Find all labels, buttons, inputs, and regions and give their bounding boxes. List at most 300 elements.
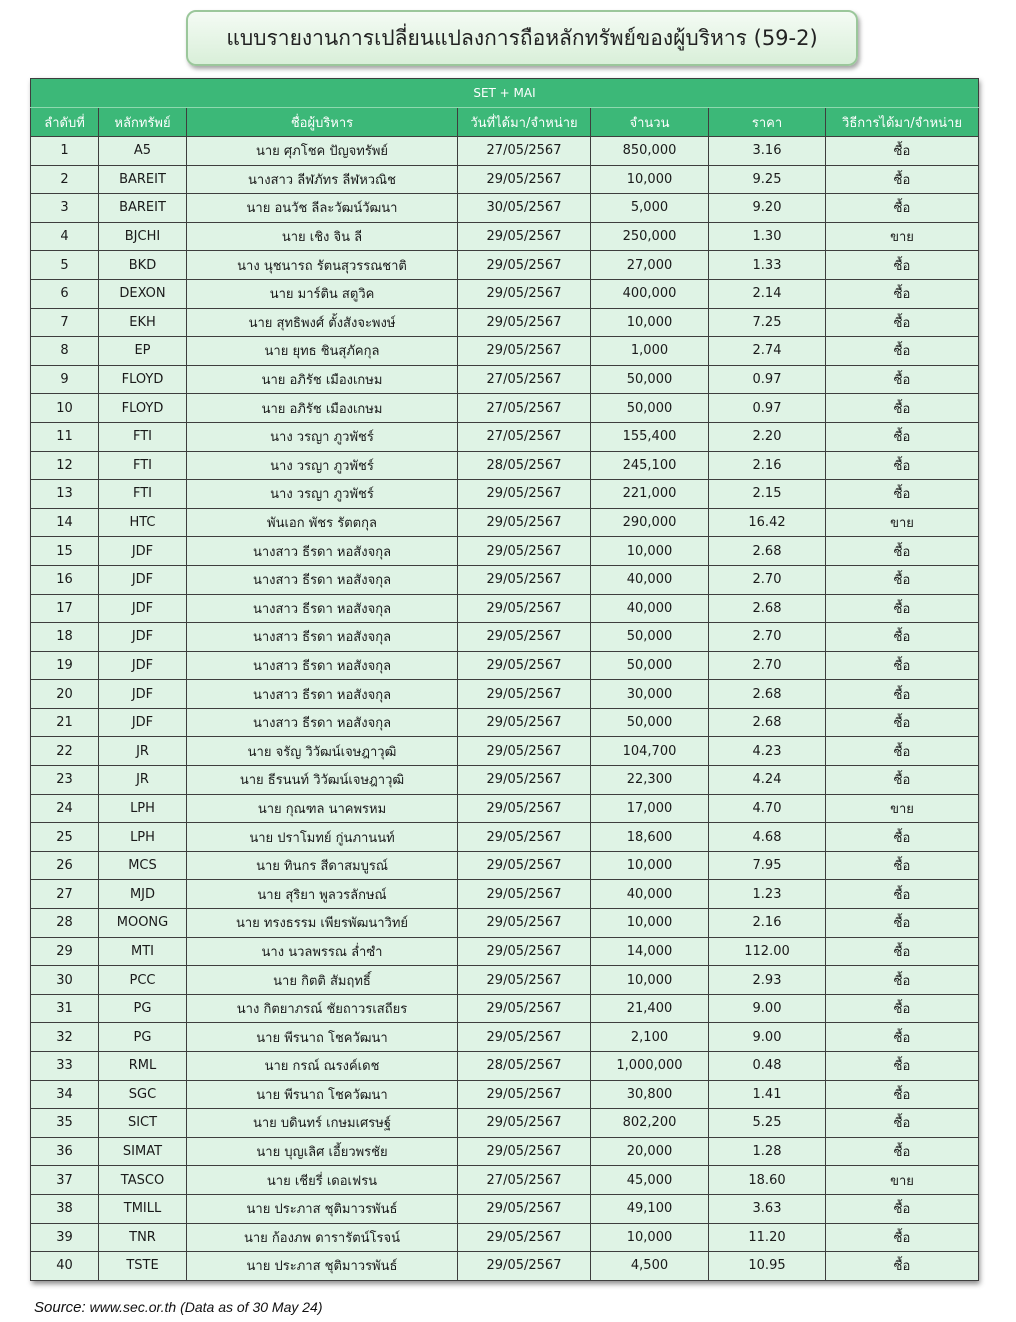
cell-security: TNR <box>99 1223 187 1252</box>
cell-method: ซื้อ <box>826 194 979 223</box>
cell-executive: นาย สุริยา พูลวรลักษณ์ <box>187 880 458 909</box>
cell-date: 29/05/2567 <box>458 308 591 337</box>
cell-price: 4.70 <box>709 794 826 823</box>
cell-price: 0.97 <box>709 365 826 394</box>
cell-executive: นาย มาร์ติน สตูวิค <box>187 279 458 308</box>
cell-date: 30/05/2567 <box>458 194 591 223</box>
cell-executive: นางสาว ธีรดา หอสังจกุล <box>187 537 458 566</box>
cell-security: EKH <box>99 308 187 337</box>
cell-executive: นาง วรญา ภูวพัชร์ <box>187 451 458 480</box>
cell-date: 29/05/2567 <box>458 279 591 308</box>
cell-no: 33 <box>31 1052 99 1081</box>
table-row <box>31 909 979 938</box>
cell-amount: 250,000 <box>591 222 709 251</box>
cell-no: 18 <box>31 623 99 652</box>
cell-amount: 40,000 <box>591 565 709 594</box>
table-row <box>31 994 979 1023</box>
cell-amount: 104,700 <box>591 737 709 766</box>
cell-security: FLOYD <box>99 394 187 423</box>
col-header-no: ลำดับที่ <box>31 108 99 137</box>
cell-amount: 27,000 <box>591 251 709 280</box>
cell-executive: นาง วรญา ภูวพัชร์ <box>187 480 458 509</box>
cell-amount: 18,600 <box>591 823 709 852</box>
cell-no: 3 <box>31 194 99 223</box>
cell-method: ซื้อ <box>826 537 979 566</box>
cell-security: JDF <box>99 565 187 594</box>
cell-executive: นาย ก้องภพ ดารารัตน์โรจน์ <box>187 1223 458 1252</box>
cell-amount: 155,400 <box>591 422 709 451</box>
cell-method: ซื้อ <box>826 851 979 880</box>
cell-date: 29/05/2567 <box>458 823 591 852</box>
cell-method: ซื้อ <box>826 1194 979 1223</box>
cell-price: 2.68 <box>709 594 826 623</box>
cell-price: 112.00 <box>709 937 826 966</box>
cell-amount: 290,000 <box>591 508 709 537</box>
cell-no: 23 <box>31 766 99 795</box>
cell-amount: 10,000 <box>591 537 709 566</box>
cell-amount: 49,100 <box>591 1194 709 1223</box>
cell-amount: 30,800 <box>591 1080 709 1109</box>
col-header-executive: ชื่อผู้บริหาร <box>187 108 458 137</box>
cell-method: ซื้อ <box>826 737 979 766</box>
cell-no: 40 <box>31 1252 99 1281</box>
cell-no: 38 <box>31 1194 99 1223</box>
cell-date: 27/05/2567 <box>458 137 591 166</box>
cell-security: LPH <box>99 794 187 823</box>
cell-executive: นางสาว ธีรดา หอสังจกุล <box>187 594 458 623</box>
table-row <box>31 737 979 766</box>
source-note <box>34 1299 323 1316</box>
cell-executive: นาย ทินกร สีดาสมบูรณ์ <box>187 851 458 880</box>
cell-price: 2.68 <box>709 708 826 737</box>
cell-price: 1.30 <box>709 222 826 251</box>
cell-method: ซื้อ <box>826 422 979 451</box>
cell-method: ขาย <box>826 1166 979 1195</box>
table-row <box>31 194 979 223</box>
table-row <box>31 1080 979 1109</box>
cell-price: 1.23 <box>709 880 826 909</box>
cell-executive: นาง วรญา ภูวพัชร์ <box>187 422 458 451</box>
cell-date: 29/05/2567 <box>458 880 591 909</box>
cell-security: PCC <box>99 966 187 995</box>
cell-date: 29/05/2567 <box>458 737 591 766</box>
cell-amount: 50,000 <box>591 651 709 680</box>
cell-security: JDF <box>99 537 187 566</box>
cell-date: 29/05/2567 <box>458 766 591 795</box>
cell-price: 9.25 <box>709 165 826 194</box>
table-row <box>31 422 979 451</box>
cell-no: 4 <box>31 222 99 251</box>
cell-method: ซื้อ <box>826 480 979 509</box>
cell-executive: นาง กิตยาภรณ์ ชัยถาวรเสถียร <box>187 994 458 1023</box>
cell-price: 5.25 <box>709 1109 826 1138</box>
cell-method: ซื้อ <box>826 1052 979 1081</box>
cell-security: SIMAT <box>99 1137 187 1166</box>
cell-price: 4.68 <box>709 823 826 852</box>
cell-no: 21 <box>31 708 99 737</box>
cell-date: 29/05/2567 <box>458 337 591 366</box>
cell-amount: 10,000 <box>591 909 709 938</box>
cell-date: 29/05/2567 <box>458 623 591 652</box>
cell-date: 29/05/2567 <box>458 1109 591 1138</box>
cell-price: 0.48 <box>709 1052 826 1081</box>
table-row <box>31 279 979 308</box>
cell-executive: นาย สุทธิพงศ์ ตั้งสังจะพงษ์ <box>187 308 458 337</box>
table-row <box>31 680 979 709</box>
cell-price: 2.70 <box>709 623 826 652</box>
cell-security: LPH <box>99 823 187 852</box>
table-row <box>31 823 979 852</box>
cell-date: 29/05/2567 <box>458 165 591 194</box>
cell-method: ซื้อ <box>826 451 979 480</box>
cell-price: 2.74 <box>709 337 826 366</box>
cell-executive: นางสาว ธีรดา หอสังจกุล <box>187 680 458 709</box>
cell-date: 29/05/2567 <box>458 708 591 737</box>
cell-security: SGC <box>99 1080 187 1109</box>
cell-executive: นางสาว ธีรดา หอสังจกุล <box>187 565 458 594</box>
cell-price: 2.16 <box>709 909 826 938</box>
table-row <box>31 937 979 966</box>
cell-no: 9 <box>31 365 99 394</box>
cell-no: 19 <box>31 651 99 680</box>
column-header-row <box>31 108 979 137</box>
cell-price: 9.00 <box>709 994 826 1023</box>
cell-method: ซื้อ <box>826 337 979 366</box>
cell-method: ซื้อ <box>826 880 979 909</box>
cell-method: ซื้อ <box>826 651 979 680</box>
cell-executive: นาย บดินทร์ เกษมเศรษฐ์ <box>187 1109 458 1138</box>
cell-method: ซื้อ <box>826 994 979 1023</box>
cell-amount: 14,000 <box>591 937 709 966</box>
cell-date: 27/05/2567 <box>458 422 591 451</box>
cell-security: JDF <box>99 651 187 680</box>
cell-no: 35 <box>31 1109 99 1138</box>
table-row <box>31 251 979 280</box>
cell-no: 12 <box>31 451 99 480</box>
table-row <box>31 1166 979 1195</box>
cell-security: FLOYD <box>99 365 187 394</box>
cell-price: 4.23 <box>709 737 826 766</box>
table-row <box>31 766 979 795</box>
cell-method: ซื้อ <box>826 766 979 795</box>
market-banner-row <box>31 79 979 108</box>
cell-executive: นาย ทรงธรรม เพียรพัฒนาวิทย์ <box>187 909 458 938</box>
col-header-method: วิธีการได้มา/จำหน่าย <box>826 108 979 137</box>
table-row <box>31 1194 979 1223</box>
table-row <box>31 508 979 537</box>
cell-security: MCS <box>99 851 187 880</box>
cell-amount: 40,000 <box>591 594 709 623</box>
cell-amount: 30,000 <box>591 680 709 709</box>
cell-amount: 1,000,000 <box>591 1052 709 1081</box>
cell-date: 29/05/2567 <box>458 851 591 880</box>
cell-date: 27/05/2567 <box>458 365 591 394</box>
cell-date: 29/05/2567 <box>458 222 591 251</box>
cell-security: BAREIT <box>99 194 187 223</box>
cell-date: 29/05/2567 <box>458 794 591 823</box>
cell-amount: 5,000 <box>591 194 709 223</box>
cell-price: 16.42 <box>709 508 826 537</box>
table-row <box>31 1052 979 1081</box>
cell-price: 2.20 <box>709 422 826 451</box>
table-row <box>31 794 979 823</box>
cell-date: 29/05/2567 <box>458 508 591 537</box>
cell-executive: นาย กิตติ สัมฤทธิ์ <box>187 966 458 995</box>
cell-executive: นาง นวลพรรณ ล่ำซำ <box>187 937 458 966</box>
cell-method: ซื้อ <box>826 394 979 423</box>
table-row <box>31 1223 979 1252</box>
cell-security: JDF <box>99 623 187 652</box>
cell-method: ซื้อ <box>826 137 979 166</box>
cell-no: 1 <box>31 137 99 166</box>
table-row <box>31 1252 979 1281</box>
report-title: แบบรายงานการเปลี่ยนแปลงการถือหลักทรัพย์ของผู้บริหาร (59-2) <box>186 10 858 66</box>
table-body <box>31 137 979 1281</box>
cell-no: 2 <box>31 165 99 194</box>
cell-amount: 10,000 <box>591 851 709 880</box>
cell-method: ซื้อ <box>826 909 979 938</box>
cell-no: 39 <box>31 1223 99 1252</box>
cell-security: JDF <box>99 708 187 737</box>
cell-executive: นาย ธีรนนท์ วิวัฒน์เจษฎาวุฒิ <box>187 766 458 795</box>
cell-price: 1.28 <box>709 1137 826 1166</box>
cell-date: 29/05/2567 <box>458 966 591 995</box>
cell-no: 6 <box>31 279 99 308</box>
cell-executive: นาย บุญเลิศ เอี้ยวพรชัย <box>187 1137 458 1166</box>
cell-method: ซื้อ <box>826 966 979 995</box>
cell-amount: 50,000 <box>591 394 709 423</box>
cell-price: 1.33 <box>709 251 826 280</box>
cell-security: MTI <box>99 937 187 966</box>
cell-amount: 400,000 <box>591 279 709 308</box>
cell-price: 3.16 <box>709 137 826 166</box>
cell-price: 2.16 <box>709 451 826 480</box>
cell-no: 20 <box>31 680 99 709</box>
cell-date: 29/05/2567 <box>458 909 591 938</box>
cell-no: 22 <box>31 737 99 766</box>
cell-security: FTI <box>99 480 187 509</box>
table-row <box>31 451 979 480</box>
cell-executive: นาย เชียรี่ เดอเฟรน <box>187 1166 458 1195</box>
cell-executive: นาย ปราโมทย์ กู่นภานนท์ <box>187 823 458 852</box>
cell-security: TSTE <box>99 1252 187 1281</box>
cell-executive: นาย ศุภโชค ปัญจทรัพย์ <box>187 137 458 166</box>
table-row <box>31 851 979 880</box>
source-text: www.sec.or.th (Data as of 30 May 24) <box>85 1299 323 1315</box>
cell-date: 29/05/2567 <box>458 1137 591 1166</box>
cell-price: 2.68 <box>709 537 826 566</box>
cell-no: 17 <box>31 594 99 623</box>
col-header-price: ราคา <box>709 108 826 137</box>
col-header-security: หลักทรัพย์ <box>99 108 187 137</box>
cell-price: 2.15 <box>709 480 826 509</box>
cell-amount: 50,000 <box>591 623 709 652</box>
cell-price: 3.63 <box>709 1194 826 1223</box>
cell-amount: 802,200 <box>591 1109 709 1138</box>
cell-security: PG <box>99 994 187 1023</box>
cell-no: 15 <box>31 537 99 566</box>
cell-security: A5 <box>99 137 187 166</box>
cell-price: 9.00 <box>709 1023 826 1052</box>
cell-no: 8 <box>31 337 99 366</box>
cell-method: ขาย <box>826 508 979 537</box>
cell-date: 27/05/2567 <box>458 394 591 423</box>
cell-method: ซื้อ <box>826 308 979 337</box>
cell-security: JR <box>99 737 187 766</box>
cell-executive: นางสาว ธีรดา หอสังจกุล <box>187 651 458 680</box>
cell-executive: นางสาว ธีรดา หอสังจกุล <box>187 623 458 652</box>
cell-executive: นาย ประภาส ชุติมาวรพันธ์ <box>187 1194 458 1223</box>
cell-price: 11.20 <box>709 1223 826 1252</box>
table-row <box>31 966 979 995</box>
cell-date: 29/05/2567 <box>458 594 591 623</box>
cell-date: 29/05/2567 <box>458 1252 591 1281</box>
cell-method: ขาย <box>826 794 979 823</box>
cell-no: 34 <box>31 1080 99 1109</box>
table-row <box>31 565 979 594</box>
table-row <box>31 480 979 509</box>
cell-method: ซื้อ <box>826 1137 979 1166</box>
cell-executive: นาย ประภาส ชุติมาวรพันธ์ <box>187 1252 458 1281</box>
cell-date: 27/05/2567 <box>458 1166 591 1195</box>
cell-no: 14 <box>31 508 99 537</box>
cell-method: ซื้อ <box>826 1109 979 1138</box>
cell-date: 29/05/2567 <box>458 1223 591 1252</box>
cell-no: 31 <box>31 994 99 1023</box>
cell-no: 30 <box>31 966 99 995</box>
cell-method: ซื้อ <box>826 623 979 652</box>
table-row <box>31 308 979 337</box>
cell-date: 28/05/2567 <box>458 451 591 480</box>
cell-security: FTI <box>99 422 187 451</box>
cell-no: 37 <box>31 1166 99 1195</box>
cell-amount: 50,000 <box>591 365 709 394</box>
table-row <box>31 222 979 251</box>
cell-price: 2.70 <box>709 651 826 680</box>
cell-security: HTC <box>99 508 187 537</box>
cell-amount: 245,100 <box>591 451 709 480</box>
cell-amount: 10,000 <box>591 1223 709 1252</box>
cell-date: 29/05/2567 <box>458 565 591 594</box>
cell-price: 0.97 <box>709 394 826 423</box>
cell-amount: 4,500 <box>591 1252 709 1281</box>
cell-method: ซื้อ <box>826 937 979 966</box>
cell-price: 2.70 <box>709 565 826 594</box>
cell-price: 7.25 <box>709 308 826 337</box>
table-row <box>31 1023 979 1052</box>
col-header-date: วันที่ได้มา/จำหน่าย <box>458 108 591 137</box>
cell-executive: นาย กรณ์ ณรงค์เดช <box>187 1052 458 1081</box>
cell-security: TMILL <box>99 1194 187 1223</box>
cell-executive: นาย อภิรัช เมืองเกษม <box>187 365 458 394</box>
cell-executive: นางสาว ลีฬภัทร ลีฬหวณิช <box>187 165 458 194</box>
cell-date: 29/05/2567 <box>458 937 591 966</box>
table-row <box>31 594 979 623</box>
source-label: Source: <box>34 1299 86 1316</box>
cell-price: 1.41 <box>709 1080 826 1109</box>
cell-method: ซื้อ <box>826 279 979 308</box>
cell-no: 11 <box>31 422 99 451</box>
table-row <box>31 537 979 566</box>
cell-amount: 17,000 <box>591 794 709 823</box>
cell-price: 7.95 <box>709 851 826 880</box>
cell-security: BKD <box>99 251 187 280</box>
table-row <box>31 1109 979 1138</box>
cell-method: ขาย <box>826 222 979 251</box>
cell-security: JR <box>99 766 187 795</box>
cell-security: DEXON <box>99 279 187 308</box>
cell-method: ซื้อ <box>826 1023 979 1052</box>
table-row <box>31 880 979 909</box>
cell-method: ซื้อ <box>826 365 979 394</box>
cell-no: 28 <box>31 909 99 938</box>
market-banner: SET + MAI <box>31 79 979 108</box>
table-row <box>31 365 979 394</box>
cell-executive: นางสาว ธีรดา หอสังจกุล <box>187 708 458 737</box>
col-header-amount: จำนวน <box>591 108 709 137</box>
cell-method: ซื้อ <box>826 1080 979 1109</box>
cell-no: 13 <box>31 480 99 509</box>
cell-no: 7 <box>31 308 99 337</box>
cell-security: TASCO <box>99 1166 187 1195</box>
cell-security: SICT <box>99 1109 187 1138</box>
cell-method: ซื้อ <box>826 594 979 623</box>
cell-executive: นาย กุณฑล นาคพรหม <box>187 794 458 823</box>
cell-no: 25 <box>31 823 99 852</box>
cell-no: 5 <box>31 251 99 280</box>
cell-no: 32 <box>31 1023 99 1052</box>
cell-price: 10.95 <box>709 1252 826 1281</box>
cell-method: ซื้อ <box>826 823 979 852</box>
cell-security: RML <box>99 1052 187 1081</box>
cell-no: 24 <box>31 794 99 823</box>
cell-amount: 10,000 <box>591 165 709 194</box>
table-row <box>31 165 979 194</box>
insider-trading-table <box>30 78 979 1281</box>
cell-security: MJD <box>99 880 187 909</box>
cell-amount: 850,000 <box>591 137 709 166</box>
cell-price: 2.14 <box>709 279 826 308</box>
cell-date: 29/05/2567 <box>458 1194 591 1223</box>
table-row <box>31 1137 979 1166</box>
cell-no: 36 <box>31 1137 99 1166</box>
cell-amount: 10,000 <box>591 966 709 995</box>
cell-amount: 50,000 <box>591 708 709 737</box>
table-row <box>31 623 979 652</box>
cell-executive: นาย อนวัช ลีละวัฒน์วัฒนา <box>187 194 458 223</box>
cell-executive: พันเอก พัชร รัตตกุล <box>187 508 458 537</box>
cell-security: EP <box>99 337 187 366</box>
cell-no: 10 <box>31 394 99 423</box>
cell-date: 29/05/2567 <box>458 1080 591 1109</box>
cell-security: MOONG <box>99 909 187 938</box>
table-row <box>31 137 979 166</box>
cell-security: JDF <box>99 594 187 623</box>
cell-amount: 10,000 <box>591 308 709 337</box>
cell-price: 2.93 <box>709 966 826 995</box>
cell-date: 29/05/2567 <box>458 994 591 1023</box>
cell-security: BJCHI <box>99 222 187 251</box>
cell-price: 2.68 <box>709 680 826 709</box>
cell-date: 29/05/2567 <box>458 651 591 680</box>
cell-executive: นาง นุชนารถ รัตนสุวรรณชาติ <box>187 251 458 280</box>
cell-method: ซื้อ <box>826 1223 979 1252</box>
cell-security: PG <box>99 1023 187 1052</box>
cell-executive: นาย เชิง จิน ลี <box>187 222 458 251</box>
cell-no: 29 <box>31 937 99 966</box>
table-row <box>31 708 979 737</box>
cell-date: 29/05/2567 <box>458 480 591 509</box>
